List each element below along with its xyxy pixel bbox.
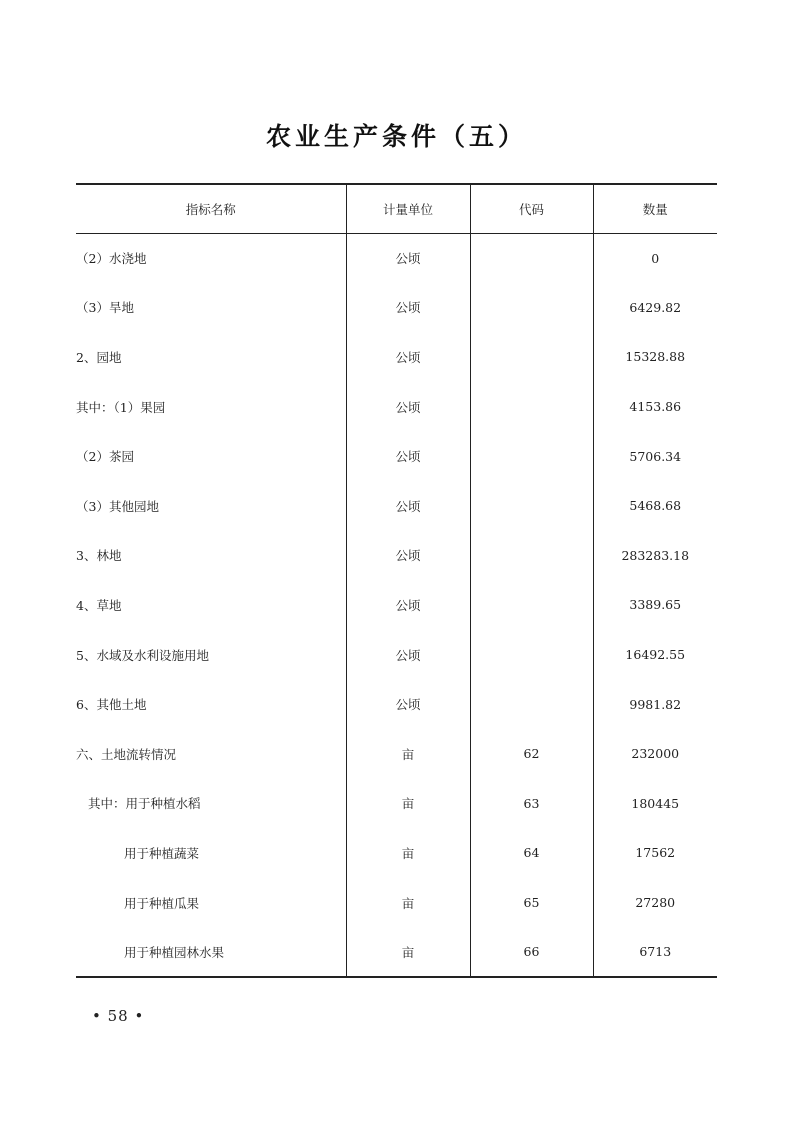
cell-unit: 公顷 <box>346 531 470 581</box>
table-row <box>76 927 717 977</box>
cell-unit: 公顷 <box>346 580 470 630</box>
cell-code <box>470 531 593 581</box>
cell-indicator-name: 3、林地 <box>76 531 346 581</box>
cell-quantity: 283283.18 <box>621 547 690 563</box>
table-row <box>76 679 717 729</box>
page-number: • 58 • <box>92 1007 145 1025</box>
table-row <box>76 233 717 283</box>
cell-indicator-name: 六、土地流转情况 <box>76 729 346 779</box>
cell-quantity: 15328.88 <box>625 349 686 365</box>
cell-code: 65 <box>470 878 593 928</box>
cell-quantity: 27280 <box>635 895 676 911</box>
cell-code <box>470 481 593 531</box>
table-row <box>76 580 717 630</box>
cell-code <box>470 630 593 680</box>
cell-indicator-name: 2、园地 <box>76 332 346 382</box>
header-indicator-name: 指标名称 <box>76 184 346 233</box>
cell-code <box>470 679 593 729</box>
cell-unit: 公顷 <box>346 233 470 283</box>
cell-quantity: 4153.86 <box>629 399 682 415</box>
cell-unit: 公顷 <box>346 481 470 531</box>
table-row <box>76 878 717 928</box>
cell-indicator-name: 6、其他土地 <box>76 679 346 729</box>
cell-quantity: 3389.65 <box>629 597 682 613</box>
table-row <box>76 531 717 581</box>
header-unit: 计量单位 <box>346 184 470 233</box>
cell-indicator-name: （2）茶园 <box>76 431 346 481</box>
table-row <box>76 828 717 878</box>
cell-unit: 公顷 <box>346 382 470 432</box>
cell-quantity: 16492.55 <box>625 647 686 663</box>
cell-unit: 亩 <box>346 828 470 878</box>
cell-quantity: 6713 <box>593 927 717 977</box>
cell-code <box>470 382 593 432</box>
cell-indicator-name: （3）其他园地 <box>76 481 346 531</box>
cell-indicator-name: 4、草地 <box>76 580 346 630</box>
cell-indicator-name: 用于种植蔬菜 <box>76 828 346 878</box>
cell-indicator-name: （2）水浇地 <box>76 233 346 283</box>
cell-code <box>470 233 593 283</box>
cell-indicator-name: （3）旱地 <box>76 283 346 333</box>
cell-unit: 亩 <box>346 779 470 829</box>
cell-quantity: 5706.34 <box>629 448 682 464</box>
cell-quantity: 17562 <box>635 845 676 861</box>
table-row <box>76 431 717 481</box>
table-row <box>76 283 717 333</box>
cell-code: 62 <box>470 729 593 779</box>
table-row <box>76 729 717 779</box>
cell-code <box>470 431 593 481</box>
cell-indicator-name: 5、水域及水利设施用地 <box>76 630 346 680</box>
page-title: 农业生产条件（五） <box>265 122 527 151</box>
table-body <box>76 233 717 977</box>
cell-unit: 公顷 <box>346 431 470 481</box>
table-row <box>76 779 717 829</box>
cell-code: 64 <box>470 828 593 878</box>
cell-quantity: 180445 <box>631 795 680 811</box>
cell-unit: 公顷 <box>346 630 470 680</box>
cell-code: 66 <box>470 927 593 977</box>
cell-unit: 亩 <box>346 878 470 928</box>
cell-code: 63 <box>470 779 593 829</box>
cell-unit: 公顷 <box>346 332 470 382</box>
cell-indicator-name: 用于种植瓜果 <box>76 878 346 928</box>
statistics-table-container <box>76 183 717 978</box>
cell-quantity: 232000 <box>631 746 680 762</box>
cell-unit: 亩 <box>346 927 470 977</box>
cell-quantity: 0 <box>651 250 660 266</box>
table-row <box>76 481 717 531</box>
table-row <box>76 332 717 382</box>
statistics-table <box>76 183 717 978</box>
cell-indicator-name: 其中：（1）果园 <box>76 382 346 432</box>
cell-quantity: 9981.82 <box>629 696 682 712</box>
cell-code <box>470 332 593 382</box>
table-row <box>76 630 717 680</box>
cell-code <box>470 283 593 333</box>
cell-unit: 公顷 <box>346 283 470 333</box>
cell-unit: 公顷 <box>346 679 470 729</box>
table-row <box>76 382 717 432</box>
cell-quantity: 5468.68 <box>629 498 682 514</box>
cell-indicator-name: 用于种植园林水果 <box>76 927 346 977</box>
cell-quantity: 6429.82 <box>629 299 682 315</box>
header-code: 代码 <box>470 184 593 233</box>
header-quantity: 数量 <box>593 184 717 233</box>
cell-code <box>470 580 593 630</box>
table-header-row <box>76 184 717 233</box>
cell-indicator-name: 其中：用于种植水稻 <box>76 779 346 829</box>
cell-unit: 亩 <box>346 729 470 779</box>
